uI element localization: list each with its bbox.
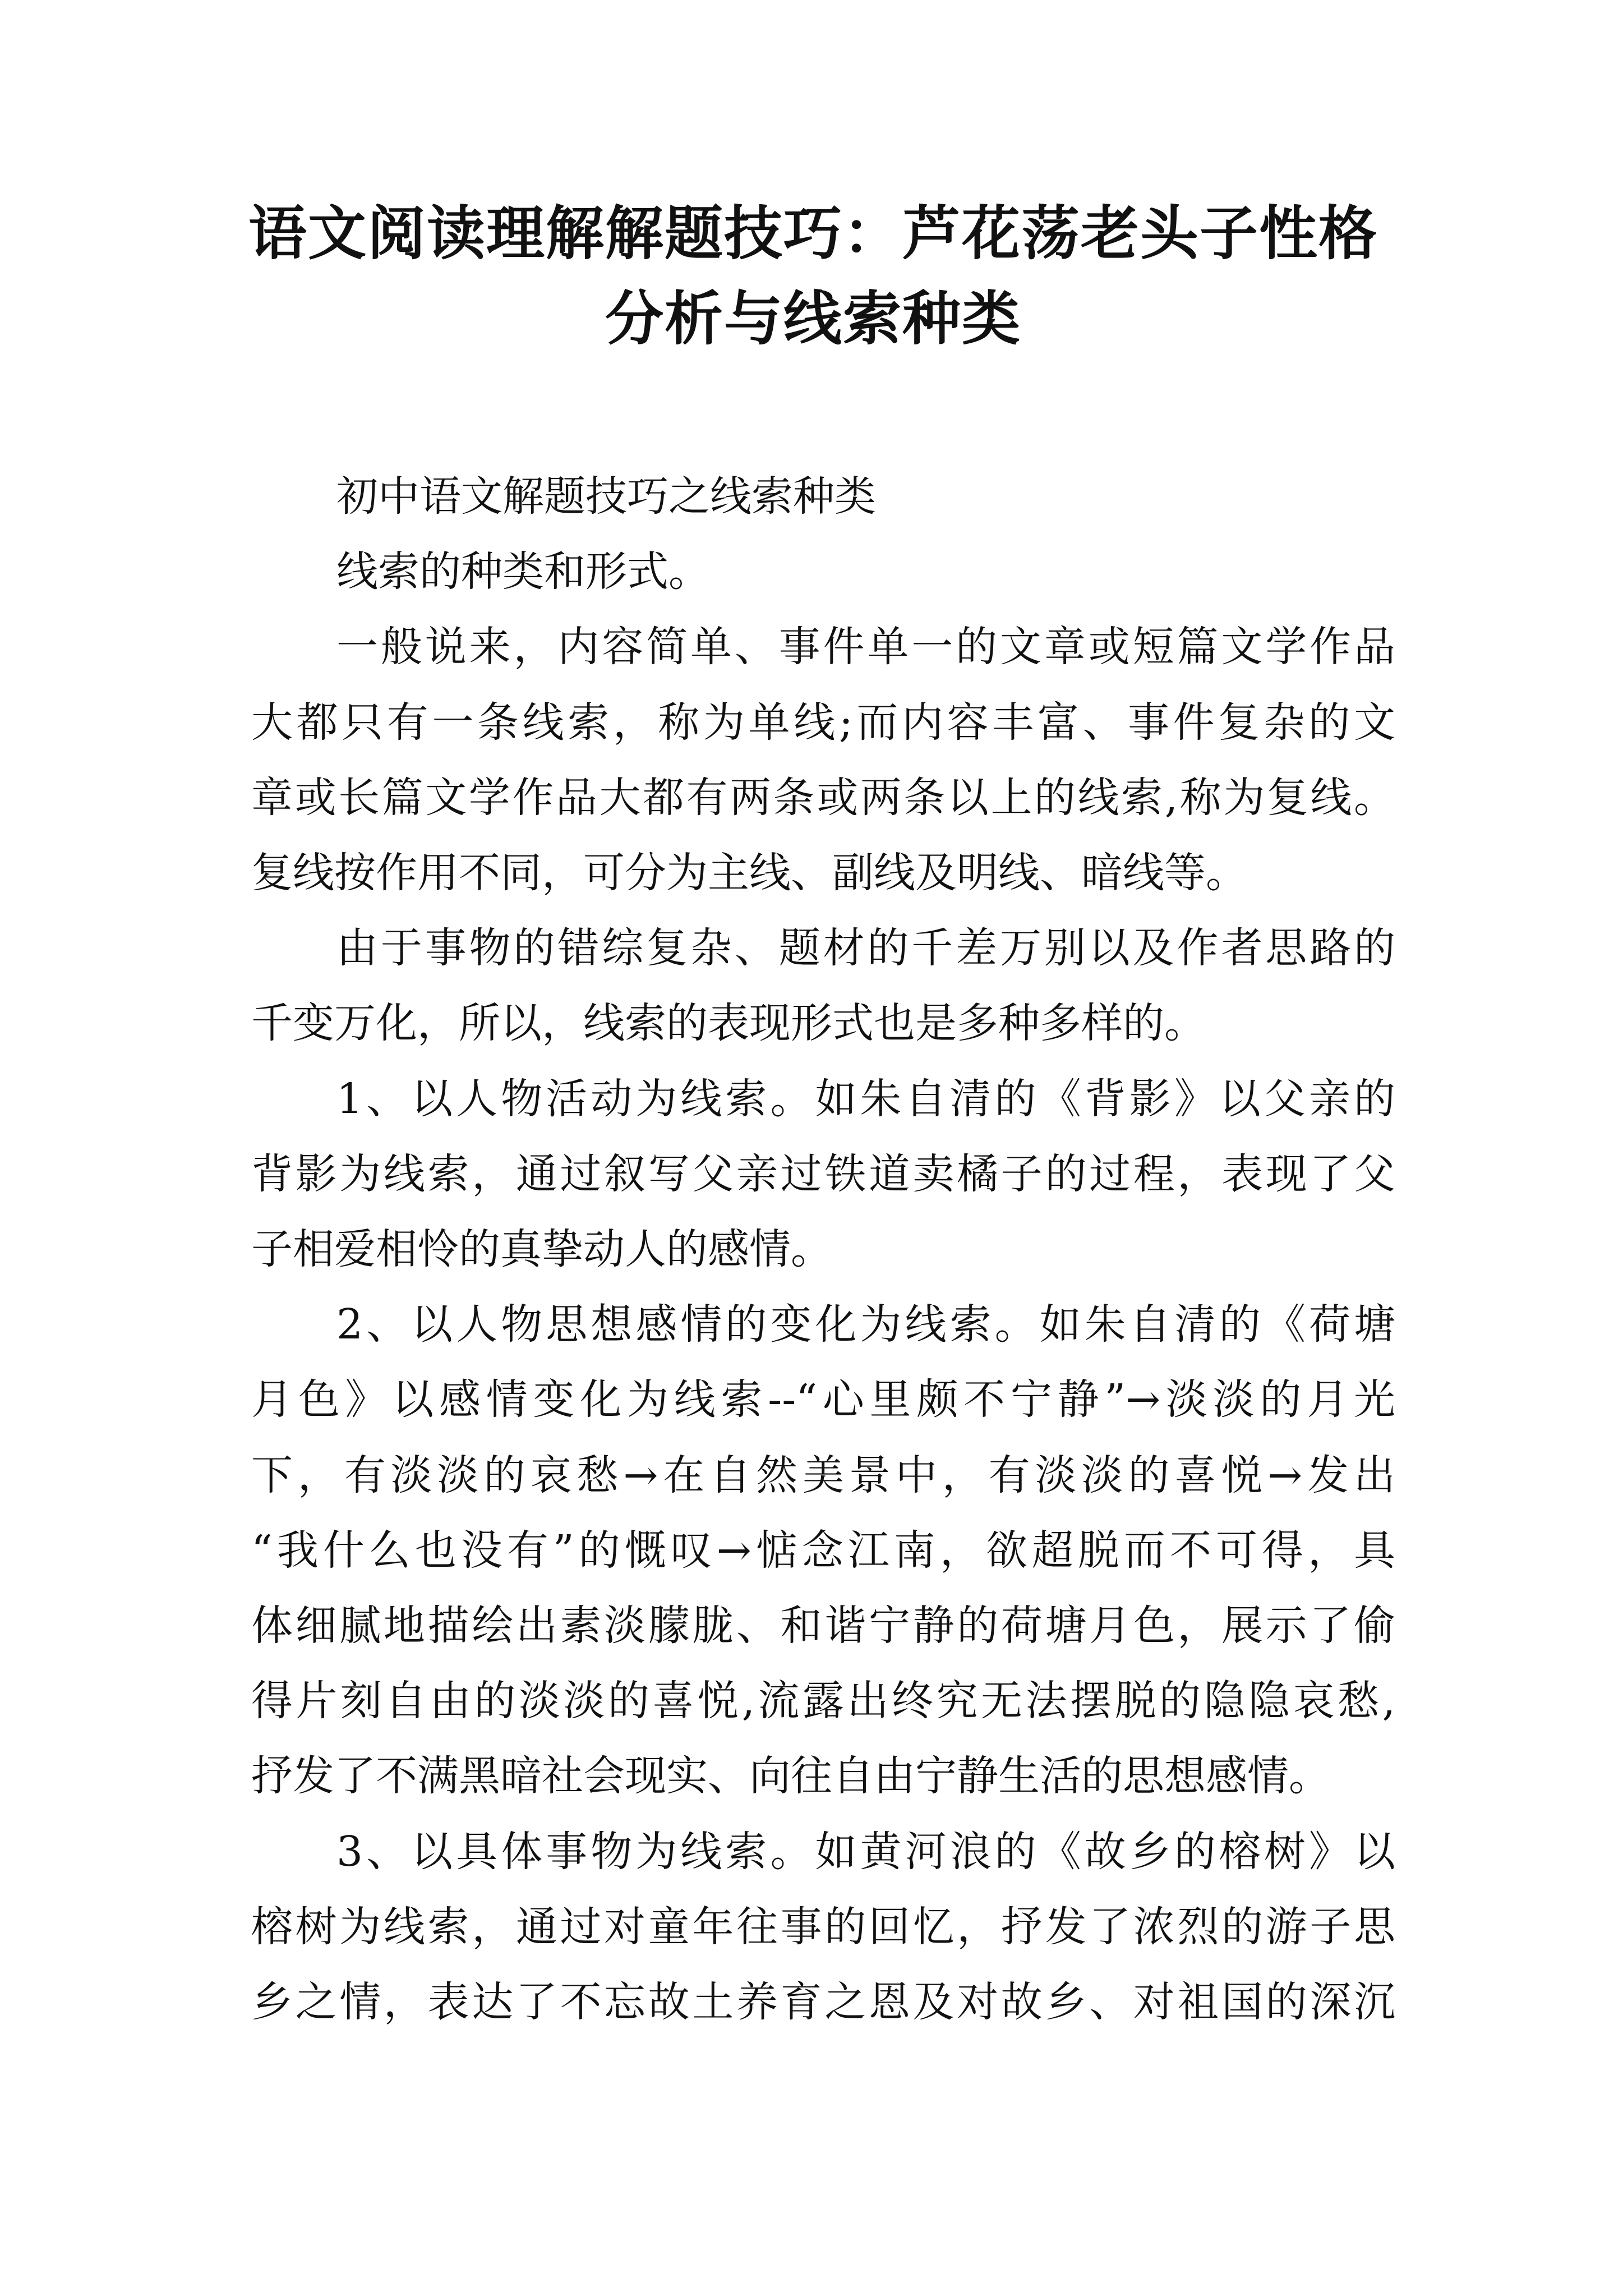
paragraph	[251, 1061, 1395, 1287]
paragraph-subheading	[251, 534, 1395, 609]
text-line: 月色》以感情变化为线索--“心里颇不宁静”→淡淡的月光	[251, 1375, 1395, 1424]
text-line: 得片刻自由的淡淡的喜悦,流露出终究无法摆脱的隐隐哀愁,	[251, 1677, 1395, 1726]
document-body	[251, 459, 1395, 2040]
text-line: 榕树为线索，通过对童年往事的回忆，抒发了浓烈的游子思	[251, 1902, 1395, 1951]
text-line: 体细腻地描绘出素淡朦胧、和谐宁静的荷塘月色，展示了偷	[251, 1602, 1395, 1650]
title-line-1: 语文阅读理解解题技巧：芦花荡老头子性格	[248, 199, 1378, 268]
text-line: 复线按作用不同，可分为主线、副线及明线、暗线等。	[251, 849, 1247, 898]
text-line: 大都只有一条线索，称为单线;而内容丰富、事件复杂的文	[251, 698, 1395, 747]
paragraph-heading	[251, 459, 1395, 534]
text-line: 千变万化，所以，线索的表现形式也是多种多样的。	[251, 999, 1206, 1048]
paragraph	[251, 1814, 1395, 2040]
text-line: 乡之情，表达了不忘故土养育之恩及对故乡、对祖国的深沉	[251, 1978, 1395, 2027]
paragraph	[251, 910, 1395, 1061]
document-title	[236, 191, 1391, 361]
text-line: 线索的种类和形式。	[336, 547, 710, 596]
text-line: 背影为线索，通过叙写父亲过铁道卖橘子的过程，表现了父	[251, 1149, 1395, 1198]
text-line: 抒发了不满黑暗社会现实、向往自由宁静生活的思想感情。	[251, 1752, 1330, 1801]
paragraph	[251, 1287, 1395, 1814]
text-line: 子相爱相怜的真挚动人的感情。	[251, 1225, 832, 1274]
text-line: 下，有淡淡的哀愁→在自然美景中，有淡淡的喜悦→发出	[251, 1451, 1395, 1499]
text-line: 3、以具体事物为线索。如黄河浪的《故乡的榕树》以	[336, 1827, 1395, 1876]
text-line: 由于事物的错综复杂、题材的千差万别以及作者思路的	[336, 924, 1395, 973]
text-line: 2、以人物思想感情的变化为线索。如朱自清的《荷塘	[336, 1300, 1395, 1349]
text-line: 1、以人物活动为线索。如朱自清的《背影》以父亲的	[336, 1074, 1395, 1123]
paragraph	[251, 609, 1395, 910]
text-line: 初中语文解题技巧之线索种类	[336, 472, 876, 521]
title-line-2: 分析与线索种类	[605, 284, 1021, 353]
text-line: 章或长篇文学作品大都有两条或两条以上的线索,称为复线。	[251, 773, 1395, 822]
text-line: 一般说来，内容简单、事件单一的文章或短篇文学作品	[336, 623, 1395, 671]
text-line: “我什么也没有”的慨叹→惦念江南，欲超脱而不可得，具	[251, 1526, 1395, 1575]
